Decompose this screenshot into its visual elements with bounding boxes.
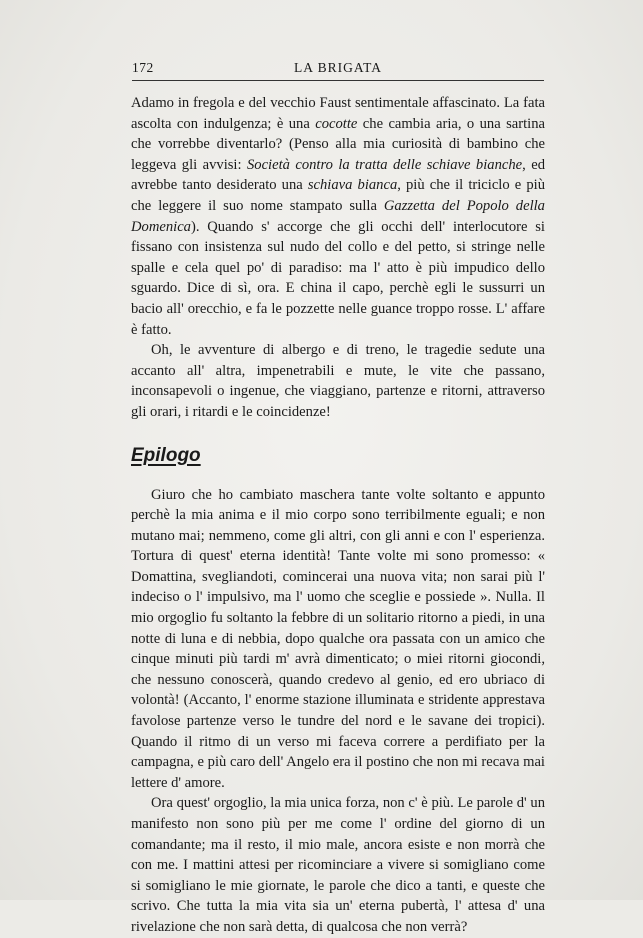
text-run: , più che il triciclo e più che leggere il suo nome stampato sulla xyxy=(131,177,545,214)
text-run: che cambia aria, o una sartina che vorrebbe diventarlo? (Penso alla mia curiosità di bambino che leggeva gli avvisi: xyxy=(131,115,545,173)
paragraph xyxy=(131,793,545,937)
text-run: Adamo in fregola e del vecchio Faust sentimentale affascinato. La fata ascolta con indulgenza; è una xyxy=(131,95,545,132)
page-header xyxy=(132,60,544,80)
italic-text: cocotte xyxy=(315,115,358,132)
paragraph xyxy=(131,340,545,422)
paragraph xyxy=(131,93,545,340)
running-title: LA BRIGATA xyxy=(293,60,383,75)
text-run: ). Quando s' accorge che gli occhi dell' interlocutore si fissano con insistenza sul nudo del collo e del petto, si stringe nelle spalle e cela quel po' di paradiso: ma l' atto è più impudico dello sguardo. Dice di sì, ora. E china il capo, perchè egli le sussurri un bacio all' orecchio, e fa le pozzette nelle guance troppo rosse. L' affare è fatto. xyxy=(131,218,545,338)
text-run: , ed avrebbe tanto desiderato una xyxy=(131,156,545,194)
page-number: 172 xyxy=(132,60,154,75)
italic-text: Società contro la tratta delle schiave bianche xyxy=(246,156,523,173)
paragraph xyxy=(131,485,545,794)
italic-text: Gazzetta del Popolo della Domenica xyxy=(131,197,545,235)
text-run: Ora quest' orgoglio, la mia unica forza, non c' è più. Le parole d' un manifesto non sono più per me come l' ordine del giorno di un comandante; ma il resto, il mio male, ancora esiste e non morrà che con me. I mattini attesi per ricominciare a vivere si somigliano come si somigliano le mie giornate, le parole che dico a tanti, e queste che scrivo. Che tutta la mia vita sia un' eterna pubertà, l' attesa d' una rivelazione che non sarà detta, di qualcosa che non verrà? xyxy=(131,795,545,935)
body-text xyxy=(131,93,545,938)
italic-text: schiava bianca xyxy=(307,177,398,194)
section-heading: Epilogo xyxy=(131,444,201,466)
header-rule xyxy=(132,80,544,81)
text-run: Oh, le avventure di albergo e di treno, le tragedie sedute una accanto all' altra, impenetrabili e mute, le vite che passano, inconsapevoli o ingenue, che viaggiano, partenze e ritorni, attraverso gli orari, i ritardi e le coincidenze! xyxy=(131,342,545,420)
text-run: Giuro che ho cambiato maschera tante volte soltanto e appunto perchè la mia anima e il mio corpo sono terribilmente eguali; e non mutano mai; nemmeno, come gli altri, con gli anni e con l' esperienza. Tortura di quest' eterna identità! Tante volte mi sono promesso: « Domattina, svegliandoti, comincerai una nuova vita; non sarai più l' indeciso o l' impulsivo, ma l' uomo che sceglie e possiede ». Nulla. Il mio orgoglio fu soltanto la febbre di un solitario ritorno a piedi, in una notte di luna e di nebbia, dopo qualche ora passata con un amico che cinque minuti più tardi m' avrà dimenticato; o miei ritorni giocondi, che nessuno conoscerà, quando credevo al genio, ed ero ubriaco di volontà! (Accanto, l' enorme stazione illuminata e stridente apprestava favolose partenze verso le tundre del nord e le savane dei tropici). Quando il ritmo di un verso mi faceva correre a perdifiato per la campagna, e più caro dell' Angelo era il postino che non mi recava mai lettere d' amore. xyxy=(131,486,545,791)
